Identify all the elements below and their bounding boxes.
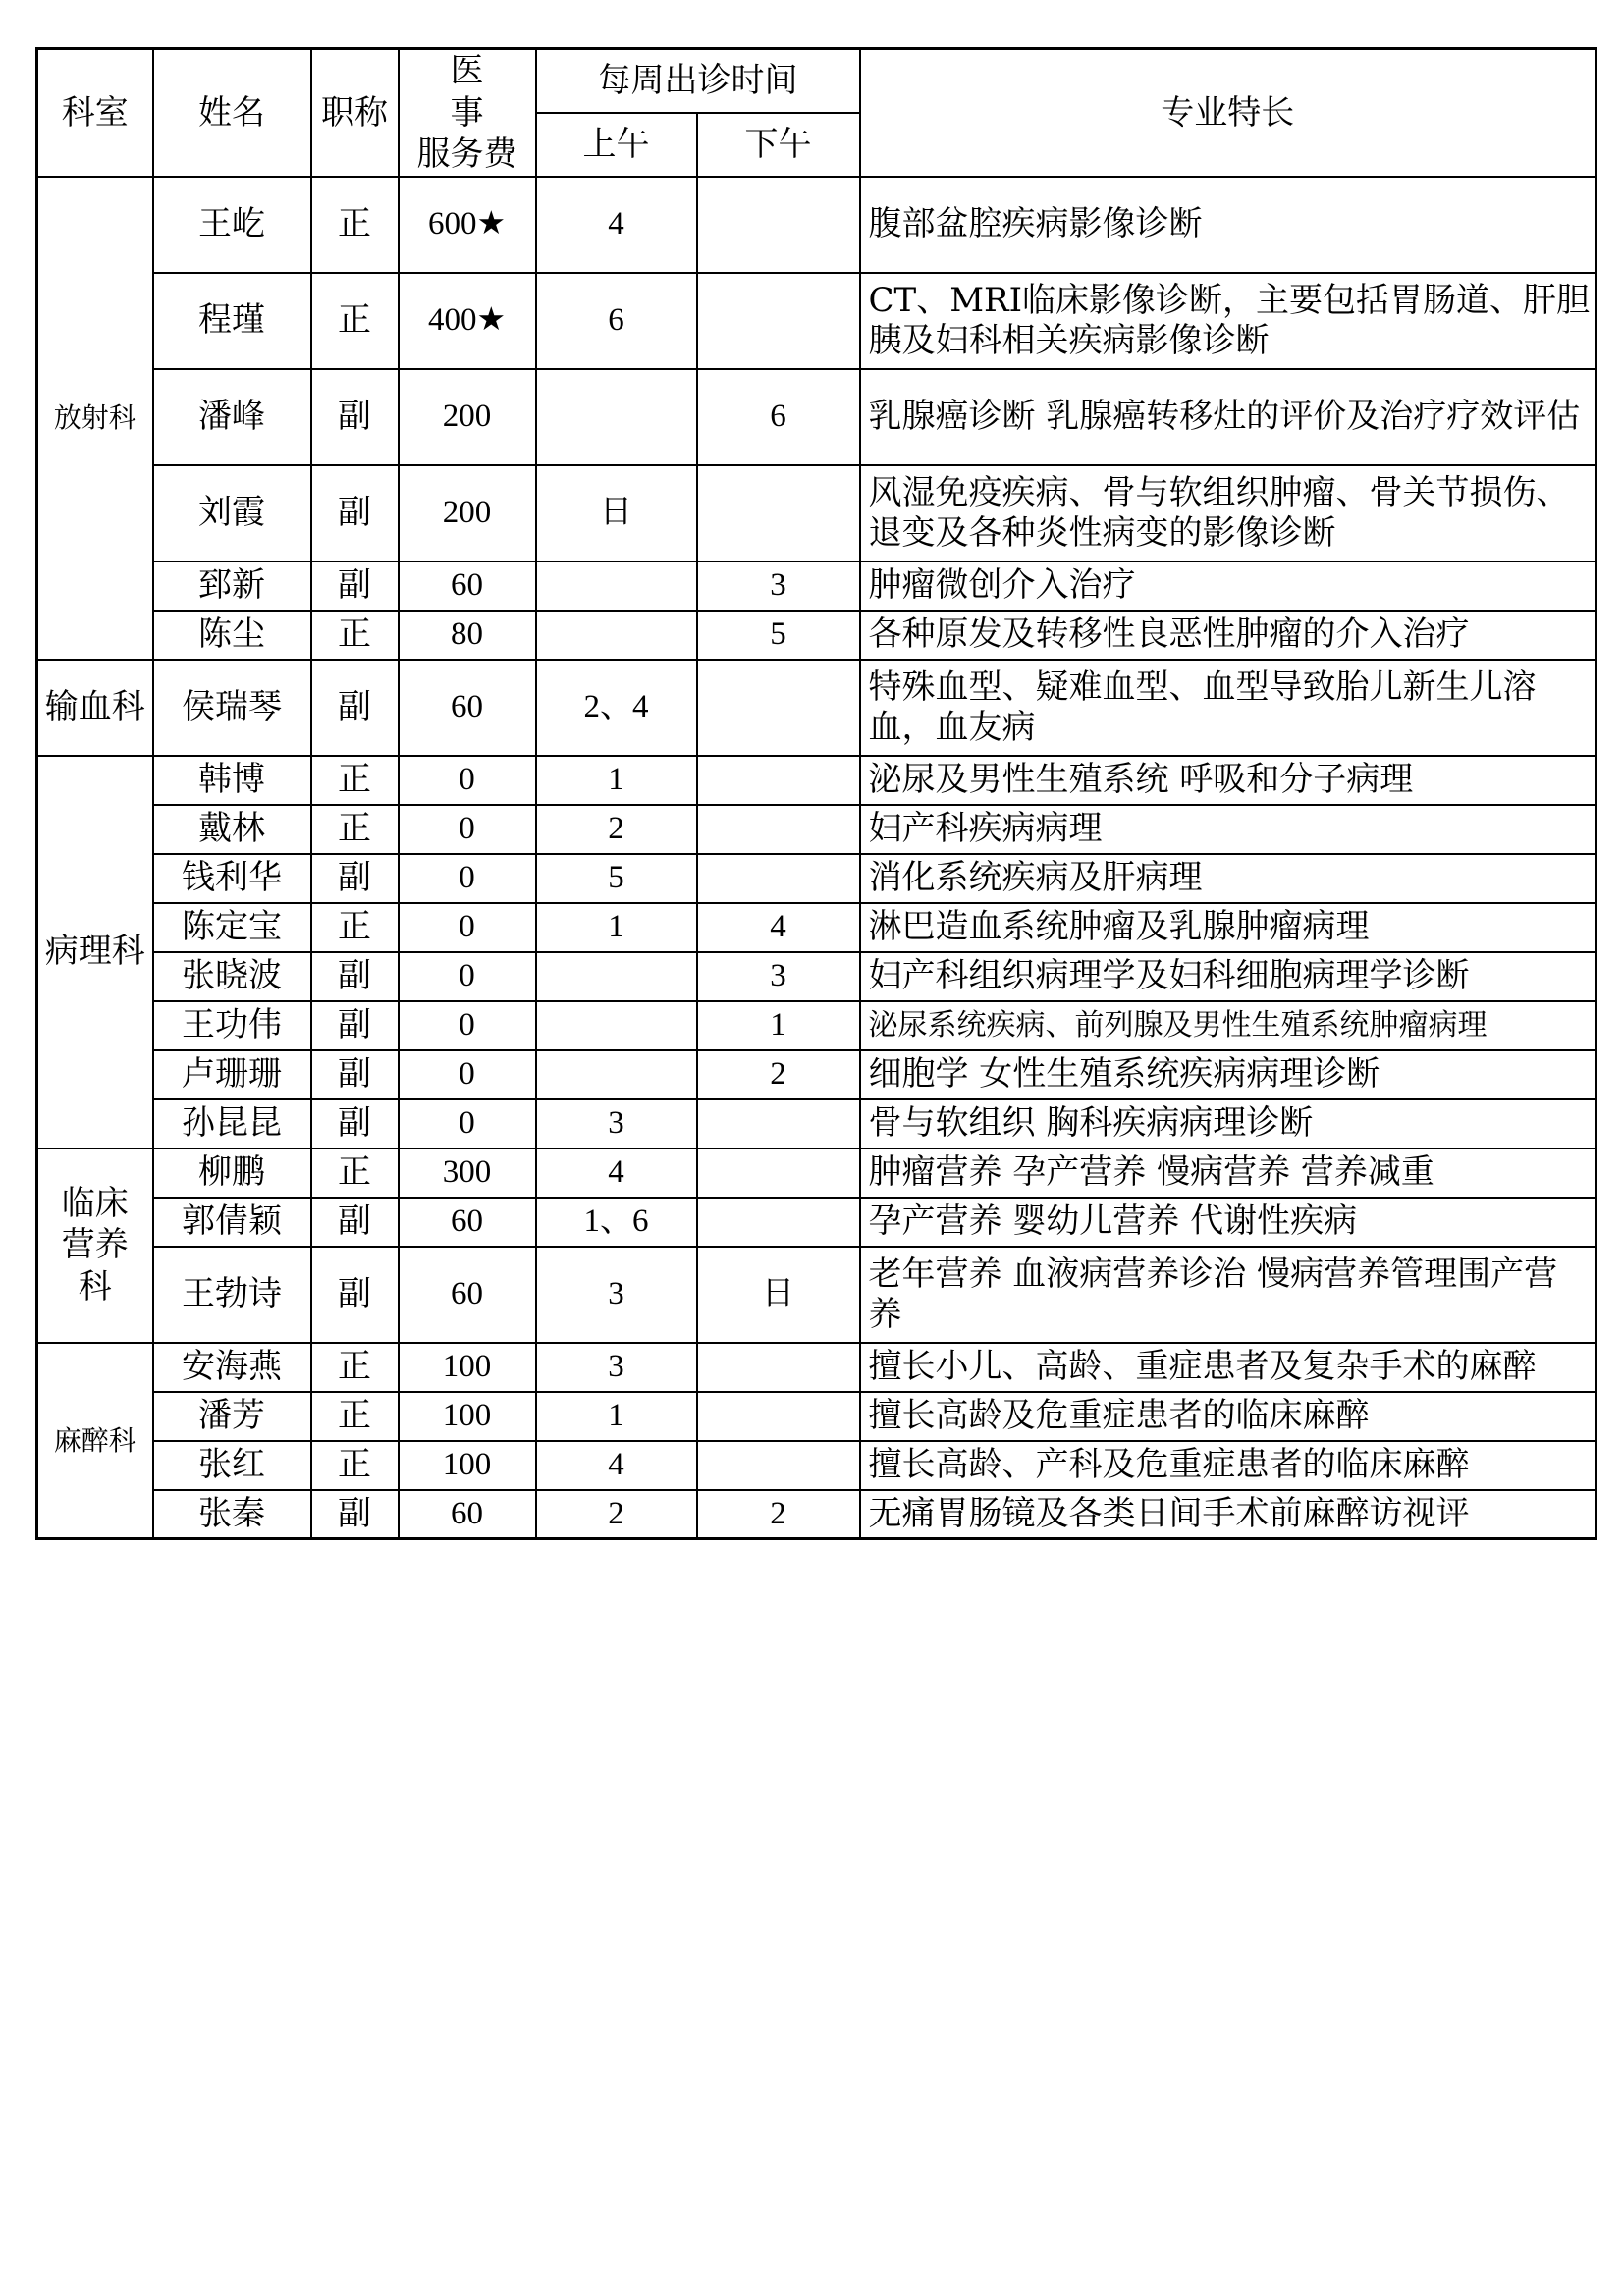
department-cell: 麻醉科 <box>37 1343 153 1539</box>
service-fee-cell: 200 <box>399 465 536 561</box>
afternoon-clinic-cell <box>697 1392 860 1441</box>
doctor-title-cell: 副 <box>311 465 399 561</box>
service-fee-cell: 200 <box>399 369 536 465</box>
doctor-name-cell: 韩博 <box>153 756 311 805</box>
morning-clinic-cell: 日 <box>536 465 697 561</box>
service-fee-cell: 60 <box>399 1198 536 1247</box>
specialty-cell: 妇产科组织病理学及妇科细胞病理学诊断 <box>860 952 1596 1001</box>
doctor-row <box>37 903 1596 952</box>
doctor-row <box>37 177 1596 273</box>
afternoon-clinic-cell <box>697 805 860 854</box>
doctor-row <box>37 660 1596 756</box>
service-fee-cell: 60 <box>399 660 536 756</box>
specialty-cell: 淋巴造血系统肿瘤及乳腺肿瘤病理 <box>860 903 1596 952</box>
doctor-title-cell: 副 <box>311 1198 399 1247</box>
doctor-name-cell: 陈定宝 <box>153 903 311 952</box>
doctor-title-cell: 副 <box>311 660 399 756</box>
service-fee-cell: 60 <box>399 1490 536 1539</box>
doctor-title-cell: 正 <box>311 611 399 660</box>
morning-clinic-cell: 3 <box>536 1343 697 1392</box>
afternoon-clinic-cell <box>697 465 860 561</box>
doctor-row <box>37 561 1596 611</box>
afternoon-clinic-cell <box>697 854 860 903</box>
doctor-name-cell: 潘峰 <box>153 369 311 465</box>
service-fee-cell: 400★ <box>399 273 536 369</box>
morning-clinic-cell: 6 <box>536 273 697 369</box>
morning-clinic-cell: 2 <box>536 805 697 854</box>
specialty-cell: 泌尿系统疾病、前列腺及男性生殖系统肿瘤病理 <box>860 1001 1596 1050</box>
doctor-row <box>37 1247 1596 1343</box>
specialty-cell: 泌尿及男性生殖系统 呼吸和分子病理 <box>860 756 1596 805</box>
doctor-row <box>37 1050 1596 1099</box>
clinic-schedule-table <box>35 47 1597 1540</box>
doctor-row <box>37 1343 1596 1392</box>
specialty-cell: 乳腺癌诊断 乳腺癌转移灶的评价及治疗疗效评估 <box>860 369 1596 465</box>
doctor-title-cell: 正 <box>311 805 399 854</box>
doctor-name-cell: 郭倩颖 <box>153 1198 311 1247</box>
doctor-row <box>37 1392 1596 1441</box>
specialty-cell: 擅长小儿、高龄、重症患者及复杂手术的麻醉 <box>860 1343 1596 1392</box>
doctor-row <box>37 611 1596 660</box>
header-fee-line2: 服务费 <box>416 134 517 174</box>
morning-clinic-cell: 1、6 <box>536 1198 697 1247</box>
doctor-row <box>37 1490 1596 1539</box>
doctor-title-cell: 副 <box>311 561 399 611</box>
header-title: 职称 <box>311 49 399 177</box>
specialty-cell: 擅长高龄及危重症患者的临床麻醉 <box>860 1392 1596 1441</box>
doctor-name-cell: 侯瑞琴 <box>153 660 311 756</box>
doctor-title-cell: 副 <box>311 1050 399 1099</box>
afternoon-clinic-cell <box>697 1198 860 1247</box>
doctor-row <box>37 1441 1596 1490</box>
doctor-title-cell: 正 <box>311 903 399 952</box>
service-fee-cell: 0 <box>399 1001 536 1050</box>
afternoon-clinic-cell <box>697 1099 860 1148</box>
doctor-row <box>37 465 1596 561</box>
schedule-body <box>37 177 1596 1539</box>
doctor-title-cell: 正 <box>311 1392 399 1441</box>
morning-clinic-cell <box>536 952 697 1001</box>
afternoon-clinic-cell <box>697 756 860 805</box>
service-fee-cell: 0 <box>399 854 536 903</box>
doctor-row <box>37 273 1596 369</box>
morning-clinic-cell <box>536 1050 697 1099</box>
department-cell: 放射科 <box>37 177 153 660</box>
morning-clinic-cell: 4 <box>536 177 697 273</box>
department-cell: 临床营养科 <box>37 1148 153 1343</box>
service-fee-cell: 300 <box>399 1148 536 1198</box>
doctor-row <box>37 805 1596 854</box>
specialty-cell: 擅长高龄、产科及危重症患者的临床麻醉 <box>860 1441 1596 1490</box>
morning-clinic-cell: 5 <box>536 854 697 903</box>
service-fee-cell: 0 <box>399 805 536 854</box>
service-fee-cell: 0 <box>399 1099 536 1148</box>
service-fee-cell: 0 <box>399 756 536 805</box>
morning-clinic-cell <box>536 369 697 465</box>
header-afternoon: 下午 <box>697 113 860 177</box>
doctor-name-cell: 刘霞 <box>153 465 311 561</box>
morning-clinic-cell: 3 <box>536 1099 697 1148</box>
service-fee-cell: 100 <box>399 1392 536 1441</box>
specialty-cell: 孕产营养 婴幼儿营养 代谢性疾病 <box>860 1198 1596 1247</box>
header-name: 姓名 <box>153 49 311 177</box>
morning-clinic-cell <box>536 561 697 611</box>
doctor-name-cell: 王勃诗 <box>153 1247 311 1343</box>
afternoon-clinic-cell <box>697 1148 860 1198</box>
header-department: 科室 <box>37 49 153 177</box>
header-specialty: 专业特长 <box>860 49 1596 177</box>
specialty-cell: 消化系统疾病及肝病理 <box>860 854 1596 903</box>
doctor-title-cell: 副 <box>311 369 399 465</box>
doctor-name-cell: 柳鹏 <box>153 1148 311 1198</box>
doctor-name-cell: 陈尘 <box>153 611 311 660</box>
morning-clinic-cell <box>536 611 697 660</box>
header-fee-line1: 医 事 <box>450 51 514 133</box>
afternoon-clinic-cell <box>697 660 860 756</box>
morning-clinic-cell: 2、4 <box>536 660 697 756</box>
doctor-name-cell: 卢珊珊 <box>153 1050 311 1099</box>
specialty-cell: 无痛胃肠镜及各类日间手术前麻醉访视评 <box>860 1490 1596 1539</box>
header-morning: 上午 <box>536 113 697 177</box>
morning-clinic-cell: 1 <box>536 1392 697 1441</box>
morning-clinic-cell: 4 <box>536 1441 697 1490</box>
service-fee-cell: 0 <box>399 903 536 952</box>
doctor-title-cell: 副 <box>311 1490 399 1539</box>
doctor-name-cell: 潘芳 <box>153 1392 311 1441</box>
doctor-name-cell: 安海燕 <box>153 1343 311 1392</box>
doctor-name-cell: 张红 <box>153 1441 311 1490</box>
morning-clinic-cell: 1 <box>536 756 697 805</box>
specialty-cell: 各种原发及转移性良恶性肿瘤的介入治疗 <box>860 611 1596 660</box>
department-cell: 病理科 <box>37 756 153 1148</box>
afternoon-clinic-cell: 2 <box>697 1490 860 1539</box>
doctor-row <box>37 854 1596 903</box>
doctor-row <box>37 1198 1596 1247</box>
morning-clinic-cell: 2 <box>536 1490 697 1539</box>
doctor-title-cell: 正 <box>311 177 399 273</box>
specialty-cell: 肿瘤微创介入治疗 <box>860 561 1596 611</box>
specialty-cell: 骨与软组织 胸科疾病病理诊断 <box>860 1099 1596 1148</box>
afternoon-clinic-cell <box>697 1343 860 1392</box>
doctor-name-cell: 郅新 <box>153 561 311 611</box>
doctor-row <box>37 1099 1596 1148</box>
specialty-cell: 妇产科疾病病理 <box>860 805 1596 854</box>
doctor-row <box>37 1148 1596 1198</box>
afternoon-clinic-cell <box>697 177 860 273</box>
service-fee-cell: 60 <box>399 561 536 611</box>
doctor-name-cell: 程瑾 <box>153 273 311 369</box>
department-cell: 输血科 <box>37 660 153 756</box>
service-fee-cell: 100 <box>399 1441 536 1490</box>
doctor-name-cell: 张晓波 <box>153 952 311 1001</box>
doctor-name-cell: 戴林 <box>153 805 311 854</box>
doctor-name-cell: 张秦 <box>153 1490 311 1539</box>
doctor-title-cell: 正 <box>311 1148 399 1198</box>
doctor-title-cell: 正 <box>311 1441 399 1490</box>
morning-clinic-cell <box>536 1001 697 1050</box>
doctor-title-cell: 副 <box>311 854 399 903</box>
afternoon-clinic-cell <box>697 1441 860 1490</box>
morning-clinic-cell: 4 <box>536 1148 697 1198</box>
doctor-title-cell: 副 <box>311 952 399 1001</box>
specialty-cell: 老年营养 血液病营养诊治 慢病营养管理围产营养 <box>860 1247 1596 1343</box>
doctor-name-cell: 王屹 <box>153 177 311 273</box>
service-fee-cell: 80 <box>399 611 536 660</box>
afternoon-clinic-cell: 3 <box>697 561 860 611</box>
doctor-row <box>37 756 1596 805</box>
specialty-cell: 肿瘤营养 孕产营养 慢病营养 营养减重 <box>860 1148 1596 1198</box>
specialty-cell: CT、MRI临床影像诊断，主要包括胃肠道、肝胆胰及妇科相关疾病影像诊断 <box>860 273 1596 369</box>
doctor-row <box>37 952 1596 1001</box>
doctor-name-cell: 钱利华 <box>153 854 311 903</box>
doctor-name-cell: 王功伟 <box>153 1001 311 1050</box>
service-fee-cell: 60 <box>399 1247 536 1343</box>
specialty-cell: 细胞学 女性生殖系统疾病病理诊断 <box>860 1050 1596 1099</box>
service-fee-cell: 600★ <box>399 177 536 273</box>
doctor-title-cell: 正 <box>311 756 399 805</box>
afternoon-clinic-cell: 6 <box>697 369 860 465</box>
afternoon-clinic-cell: 5 <box>697 611 860 660</box>
afternoon-clinic-cell: 1 <box>697 1001 860 1050</box>
afternoon-clinic-cell: 日 <box>697 1247 860 1343</box>
doctor-title-cell: 副 <box>311 1001 399 1050</box>
service-fee-cell: 100 <box>399 1343 536 1392</box>
doctor-row <box>37 369 1596 465</box>
afternoon-clinic-cell: 4 <box>697 903 860 952</box>
doctor-row <box>37 1001 1596 1050</box>
specialty-cell: 特殊血型、疑难血型、血型导致胎儿新生儿溶血，血友病 <box>860 660 1596 756</box>
doctor-title-cell: 副 <box>311 1099 399 1148</box>
afternoon-clinic-cell: 2 <box>697 1050 860 1099</box>
morning-clinic-cell: 3 <box>536 1247 697 1343</box>
header-service-fee <box>399 49 536 177</box>
doctor-name-cell: 孙昆昆 <box>153 1099 311 1148</box>
service-fee-cell: 0 <box>399 952 536 1001</box>
afternoon-clinic-cell <box>697 273 860 369</box>
doctor-title-cell: 正 <box>311 273 399 369</box>
doctor-title-cell: 正 <box>311 1343 399 1392</box>
specialty-cell: 风湿免疫疾病、骨与软组织肿瘤、骨关节损伤、退变及各种炎性病变的影像诊断 <box>860 465 1596 561</box>
header-weekly-clinic-time: 每周出诊时间 <box>536 49 860 113</box>
service-fee-cell: 0 <box>399 1050 536 1099</box>
specialty-cell: 腹部盆腔疾病影像诊断 <box>860 177 1596 273</box>
doctor-title-cell: 副 <box>311 1247 399 1343</box>
morning-clinic-cell: 1 <box>536 903 697 952</box>
afternoon-clinic-cell: 3 <box>697 952 860 1001</box>
